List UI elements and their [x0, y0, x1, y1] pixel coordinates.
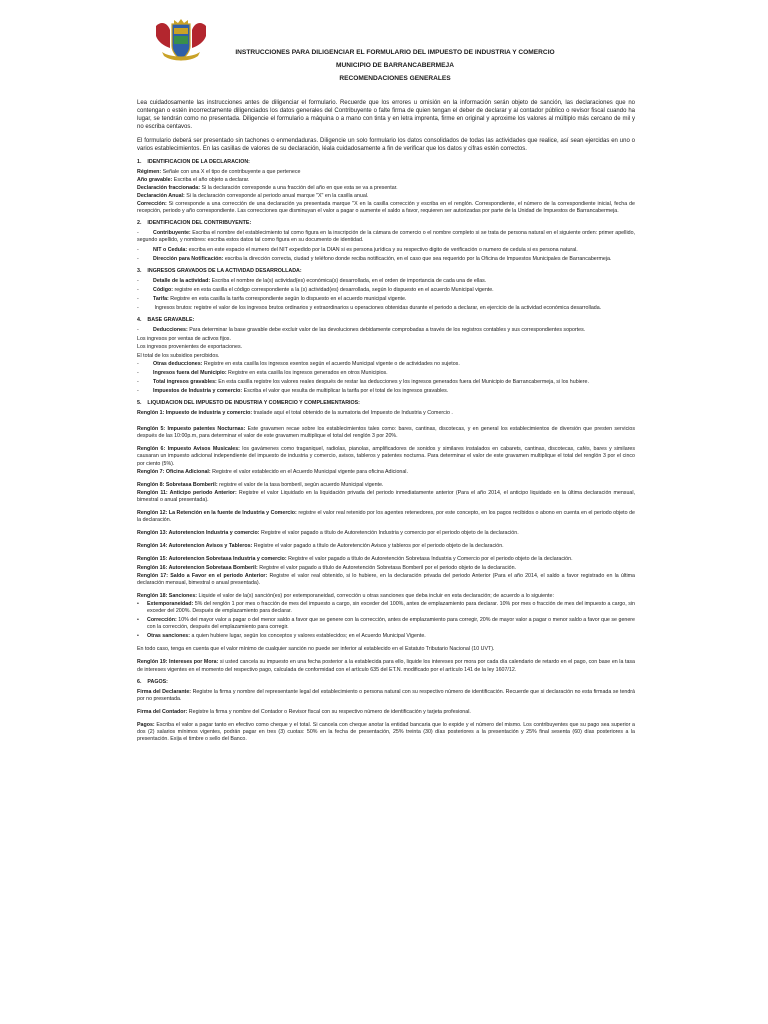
- intro-paragraph: Lea cuidadosamente las instrucciones antes de diligenciar el formulario. Recuerde que los errores u omisión en la información serán objeto de sanción, las declaraciones que no contengan o estén incorrectamente diligenciados los datos generales del Contribuyente o falte firma de quien tengan el deber de declarar y al contador público o revisor fiscal cuando ha lugar, se tendrán como no presentada. Diligencie el formulario a máquina o a mano con tinta y en letra imprenta, firme en original y aproxime los valores al múltiplo más cercano de mil y no escriba centavos.: [137, 100, 635, 131]
- subtitle: RECOMENDACIONES GENERALES: [339, 75, 451, 82]
- bullet-icon: •: [137, 600, 139, 607]
- paragraph: Renglón 19: Intereses por Mora: si usted cancela su impuesto en una fecha posterior a la establecida para ello, liquide los intereses por mora por cada día calendario de retardo en el pago, con base en la tasa de intereses vigentes en el momento del respectivo pago, calculada de conformidad con el artículo 635 del ET.N. modificado por el artículo 141 de la ley 1607/12.: [137, 659, 635, 673]
- paragraph: Renglón 17: Saldo a Favor en el periodo Anterior: Registre el valor real obtenido, si lo hubiere, en la declaración privada del periodo Anterior (Para el año 2014, el saldo a favor registrado en la última declaración mensual, bimestral o anual presentada).: [137, 572, 636, 586]
- paragraph: Renglón 1: Impuesto de industria y comercio: traslade aquí el total obtenido de la sumatoria del Impuesto de Industria y Comercio .: [137, 410, 453, 417]
- list-item: - Detalle de la actividad: Escriba el nombre de la(s) actividad(es) económica(s) desarrollada, en el orden de importancia de cada una de ellas.: [137, 277, 487, 284]
- list-item: - Ingresos fuera del Municipio: Registre en esta casilla los ingresos generados en otros Municipios.: [137, 369, 388, 376]
- list-item: - Ingresos brutos: registre el valor de los ingresos brutos ordinarios y extraordinarios u operaciones obtenidas durante el periodo a declarar, en ejercicio de la actividad económica desarrollada.: [137, 305, 602, 312]
- paragraph: Corrección: Si corresponde a una corrección de una declaración ya presentada marque "X en la casilla corrección y escriba en el renglón. Correspondiente, el número de la correspondiente inicial, fecha de recepción, periodo y año correspondiente. Las correcciones que disminuyan el valor a pagar o aumente el saldo a favor, requieren ser autorizadas por parte de la Unidad de Impuestos de Barrancabermeja.: [137, 201, 635, 215]
- paragraph: Pagos: Escriba el valor a pagar tanto en efectivo como cheque y el total. Si cancela con cheque anotar la entidad bancaria que lo expide y el número del mismo. Los contribuyentes que su pago sea superior a dos (2) salarios mínimos vigentes, podrán pagar en tres (3) cuotas: 50% en la fecha de presentación, 25% treinta (30) días posteriores a la presentación y 25% final sesenta (60) días posteriores a la presentación. Exija el timbre o sello del Banco.: [137, 722, 635, 743]
- paragraph: Año gravable: Escriba el año objeto a declarar.: [137, 176, 250, 183]
- paragraph: Régimen: Señale con una X el tipo de contribuyente a que pertenece: [137, 168, 301, 175]
- list-item: - Dirección para Notificación: escriba la dirección correcta, ciudad y teléfono donde reciba notificación, en el caso que sea requerido por la Oficina de Impuestos Municipales de Barrancabermeja.: [137, 255, 612, 262]
- list-item: - Tarifa: Registre en esta casilla la tarifa correspondiente según lo dispuesto en el acuerdo municipal vigente.: [137, 295, 407, 302]
- paragraph: Declaración fraccionada: Si la declaración corresponde a una fracción del año en que esta se va a presentar.: [137, 184, 398, 191]
- section-heading: 6. PAGOS:: [137, 678, 168, 685]
- paragraph: Renglón 8: Sobretasa Bomberil: registre el valor de la tasa bomberil, según acuerdo Municipal vigente.: [137, 481, 384, 488]
- paragraph: Los ingresos por ventas de activos fijos.: [137, 336, 231, 343]
- paragraph: Los ingresos provenientes de exportaciones.: [137, 344, 243, 351]
- paragraph: Renglón 14: Autoretencion Avisos y Tableros: Registre el valor pagado a título de Autoretención Avisos y tableros por el periodo objeto de la declaración.: [137, 543, 504, 550]
- paragraph: Declaración Anual: Si la declaración corresponde al periodo anual marque "X" en la casilla anual.: [137, 192, 369, 199]
- list-item: • Corrección: 10% del mayor valor a pagar o del menor saldo a favor que se genere con la corrección, antes de emplazamiento para corregir, 20% de mayor valor a pagar o menor saldo a favor que se genere con la corrección, después del emplazamiento para corregir.: [137, 617, 635, 631]
- intro-paragraph: El formulario deberá ser presentado sin tachones o enmendaduras. Diligencie un solo formulario los datos consolidados de todas las actividades que realice, así sean ejercidas en uno o varios establecimientos. En las casillas de valores de su declaración, léala cuidadosamente a fin de verificar que los datos y cifras estén correctos.: [137, 138, 635, 153]
- paragraph: Renglón 12: La Retención en la fuente de Industria y Comercio: registre el valor real retenido por los agentes retenedores, por este concepto, en los pagos recibidos o abono en cuenta en el periodo objeto de la declaración.: [137, 510, 635, 524]
- document-body: [137, 99, 635, 744]
- paragraph: Renglón 6: Impuesto Avisos Musicales: los gavámenes como traganiquel, radiolas, pianolas, amplificadores de sonidos y similares instalados en cabarets, cantinas, discotecas, cafés, bares y similares causaran un impuesto adicional independiente del impuesto de industria y comercio, avisos, tableros y patentes nocturna. Para determinar el valor de este gravamen multiplique el total del renglón 3 por el cinco por ciento (5%).: [137, 446, 635, 467]
- paragraph: Renglón 11: Anticipo periodo Anterior: Registre el valor Liquidado en la liquidación privada del periodo inmediatamente anterior (Para el año 2014, el anticipo liquidado en la última declaración mensual, bimestral o anual presentada).: [137, 489, 635, 503]
- list-item: - Código: registre en esta casilla el código correspondiente a la (s) actividad(es) desarrollada, según lo dispuesto en el acuerdo Municipal vigente.: [137, 286, 494, 293]
- list-item: • Otras sanciones: a quien hubiere lugar, según los conceptos y valores establecidos; en el Acuerdo Municipal Vigente.: [137, 633, 426, 640]
- document-header: [200, 46, 590, 85]
- list-item: - Total ingresos gravables: En esta casilla registre los valores reales después de restar las deducciones y los ingresos generados fuera del Municipio de Barrancabermeja, si los hubiere.: [137, 378, 589, 385]
- paragraph: Renglón 13: Autoretencion Industria y comercio: Registre el valor pagado a título de Autoretención Industria y comercio por el periodo objeto de la declaración.: [137, 530, 519, 537]
- section-heading: 1. IDENTIFICACION DE LA DECLARACION:: [137, 158, 250, 165]
- list-item: - Contribuyente: Escriba el nombre del establecimiento tal como figura en la inscripción de la cámara de comercio o el nombre completo si se trata de persona natural en el siguiente orden: primer apellido, segundo apellido, y nombres: escriba estos datos tal como figura en su documento de identidad.: [137, 230, 635, 244]
- list-item: - Deducciones: Para determinar la base gravable debe excluir valor de las devoluciones debidamente comprobadas a través de los registros contables y sus correspondientes soportes.: [137, 327, 586, 334]
- list-item: - Impuestos de Industria y comercio: Escriba el valor que resulta de multiplicar la tarifa por el total de los ingresos gravables.: [137, 387, 449, 394]
- paragraph: Renglón 7: Oficina Adicional: Registre el valor establecido en el Acuerdo Municipal vigente para oficina Adicional.: [137, 468, 408, 475]
- section-heading: 5. LIQUIDACION DEL IMPUESTO DE INDUSTRIA Y COMERCIO Y COMPLEMENTARIOS:: [137, 400, 360, 406]
- paragraph: Firma del Contador: Registre la firma y nombre del Contador o Revisor fiscal con su respectivo número de identificación y tarjeta profesional.: [137, 708, 471, 715]
- section-heading: 4. BASE GRAVABLE:: [137, 317, 195, 324]
- paragraph: Renglón 16: Autoretencion Sobretasa Bomberil: Registre el valor pagado a título de Autoretención Sobretasa Bomberil por el periodo objeto de la declaración.: [137, 564, 517, 571]
- list-item: • Extemporaneidad: 5% del renglón 1 por mes o fracción de mes del impuesto a cargo, sin exceder del 100%, antes de emplazamiento para declarar. 10% por mes o fracción de mes del impuesto a cargo, sin exceder del 200%. Después de emplazamiento para declarar.: [137, 600, 635, 614]
- paragraph: Renglón 5: Impuesto patentes Nocturnas: Este gravamen recae sobre los establecimientos tales como: bares, cantinas, discotecas, y en general los establecimientos de diversión que presten servicios después de las 10:00p.m, para determinar el valor de este gravamen multiplique el total del renglón 3 por 20%.: [137, 426, 635, 440]
- bullet-icon: •: [137, 617, 139, 624]
- paragraph: En todo caso, tenga en cuenta que el valor mínimo de cualquier sanción no puede ser inferior al establecido en el Estatuto Tributario Nacional (10 UVT).: [137, 646, 495, 653]
- section-heading: 3. INGRESOS GRAVADOS DE LA ACTIVIDAD DESARROLLADA:: [137, 267, 302, 274]
- paragraph: Renglón 18: Sanciones: Liquide el valor de la(s) sanción(es) por extemporaneidad, corrección u otras sanciones que deba incluir en esta declaración; de acuerdo a lo siguiente:: [137, 592, 554, 599]
- list-item: - Otras deducciones: Registre en esta casilla los ingresos exentos según el acuerdo Municipal vigente o de actividades no sujetos.: [137, 360, 460, 367]
- municipality-name: MUNICIPIO DE BARRANCABERMEJA: [336, 62, 454, 69]
- paragraph: Renglón 15: Autoretencion Sobretasa Industria y comercio: Registre el valor pagado a título de Autoretención Sobretasa Industria y Comercio por el periodo objeto de la declaración.: [137, 556, 573, 563]
- paragraph: El total de los subsidios percibidos.: [137, 352, 220, 359]
- document-title: INSTRUCCIONES PARA DILIGENCIAR EL FORMULARIO DEL IMPUESTO DE INDUSTRIA Y COMERCIO: [235, 49, 555, 56]
- bullet-icon: •: [137, 633, 139, 640]
- paragraph: Firma del Declarante: Registre la firma y nombre del representante legal del establecimiento o persona natural con su respectivo número de identificación. Recuerde que si declaración no esta firmada se tendrá por no presentada.: [137, 688, 636, 702]
- list-item: - NIT o Cedula: escriba en este espacio el numero del NIT expedido por la DIAN si es persona jurídica y su respectivo digito de verificación o numero de cedula si es persona natural.: [137, 246, 578, 253]
- section-heading: 2. IDENTIFICACION DEL CONTRIBUYENTE:: [137, 220, 252, 227]
